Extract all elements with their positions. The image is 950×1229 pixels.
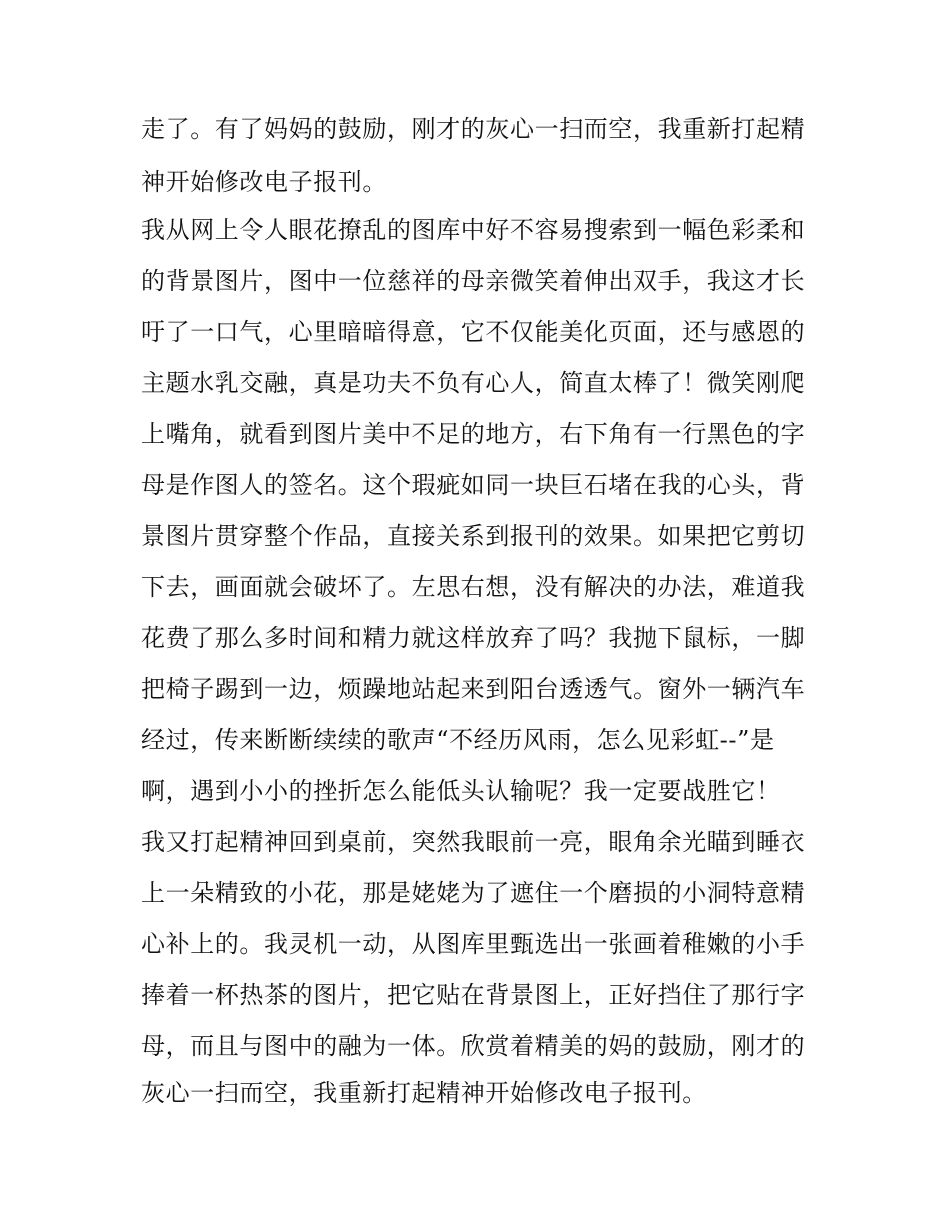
- text-line: 的背景图片，图中一位慈祥的母亲微笑着伸出双手，我这才长: [141, 267, 806, 295]
- text-line: 我从网上令人眼花撩乱的图库中好不容易搜索到一幅色彩柔和: [141, 216, 806, 244]
- text-line: 下去，画面就会破坏了。左思右想，没有解决的办法，难道我: [141, 573, 806, 601]
- text-line: 神开始修改电子报刊。: [141, 168, 387, 196]
- text-line: 灰心一扫而空，我重新打起精神开始修改电子报刊。: [141, 1079, 707, 1107]
- text-line: 把椅子踢到一边，烦躁地站起来到阳台透透气。窗外一辆汽车: [141, 675, 806, 703]
- text-line: 母是作图人的签名。这个瑕疵如同一块巨石堵在我的心头，背: [141, 471, 806, 499]
- text-line: 主题水乳交融，真是功夫不负有心人，简直太棒了！微笑刚爬: [141, 369, 806, 397]
- text-line: 花费了那么多时间和精力就这样放弃了吗？我抛下鼠标，一脚: [141, 624, 806, 652]
- text-line: 我又打起精神回到桌前，突然我眼前一亮，眼角余光瞄到睡衣: [141, 828, 806, 856]
- text-line: 上嘴角，就看到图片美中不足的地方，右下角有一行黑色的字: [141, 420, 806, 448]
- text-line: 走了。有了妈妈的鼓励，刚才的灰心一扫而空，我重新打起精: [141, 115, 806, 143]
- text-line: 景图片贯穿整个作品，直接关系到报刊的效果。如果把它剪切: [141, 522, 806, 550]
- text-line: 经过，传来断断续续的歌声“不经历风雨，怎么见彩虹--”是: [141, 726, 775, 754]
- text-line: 上一朵精致的小花，那是姥姥为了遮住一个磨损的小洞特意精: [141, 879, 806, 907]
- text-line: 捧着一杯热茶的图片，把它贴在背景图上，正好挡住了那行字: [141, 981, 806, 1009]
- text-line: 母，而且与图中的融为一体。欣赏着精美的妈的鼓励，刚才的: [141, 1032, 806, 1060]
- text-line: 啊，遇到小小的挫折怎么能低头认输呢？我一定要战胜它！: [141, 777, 781, 805]
- text-line: 心补上的。我灵机一动，从图库里甄选出一张画着稚嫩的小手: [141, 930, 806, 958]
- text-line: 吁了一口气，心里暗暗得意，它不仅能美化页面，还与感恩的: [141, 318, 806, 346]
